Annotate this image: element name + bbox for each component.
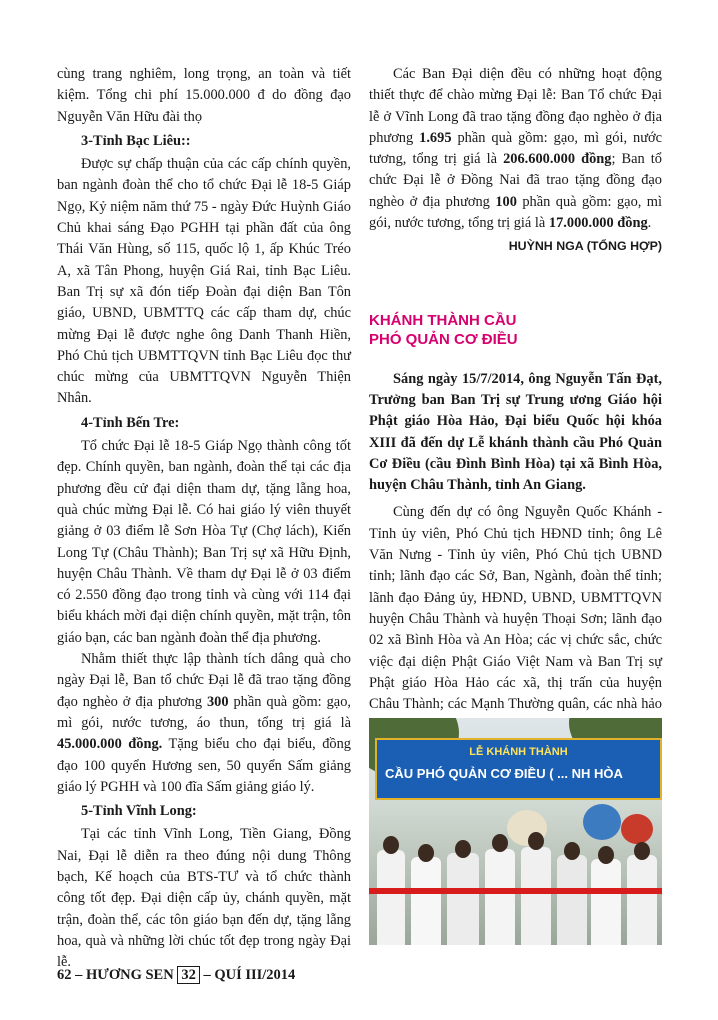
paragraph-bac-lieu: Được sự chấp thuận của các cấp chính quyền, ban ngành đoàn thể cho tổ chức Đại lễ 18-5 Giáp Ngọ, Kỷ niệm năm thứ 75 - ngày Đức Huỳnh Giáo Chủ khai sáng Đạo PGHH tại phần đất của ông Thái Văn Hùng, số 115, quốc lộ 1, ấp Khúc Tréo A, xã Tân Phong, huyện Giá Rai, tỉnh Bạc Liêu. Ban Trị sự xã đón tiếp Đoàn đại diện Ban Tôn giáo, UBND, UBMTTQ các cấp tham dự, chúc mừng Đại lễ được nghe ông Danh Thanh Hiền, Phó Chủ tịch UBMTTQVN tỉnh Bạc Liêu đọc thư chúc mừng của UBMTTQVN Nguyễn Thiện Nhân.	[57, 156, 351, 407]
person-head	[492, 834, 508, 852]
title-line-2: PHÓ QUẢN CƠ ĐIỀU	[369, 330, 518, 348]
right-column	[369, 64, 662, 758]
person-head	[634, 842, 650, 860]
left-column	[57, 64, 351, 973]
intro-paragraph: cùng trang nghiêm, long trọng, an toàn và tiết kiệm. Tổng chi phí 15.000.000 đ do đồng đạo Nguyễn Văn Hữu đài thọ	[57, 66, 351, 125]
gift-value-dong-nai: 17.000.000 đồng	[548, 215, 648, 232]
person-head	[528, 832, 544, 850]
text-span: phần quà gồm: gạo, mì gói, nước tương, tổng trị giá là	[369, 193, 662, 232]
lion-dance-head	[621, 814, 653, 844]
ceremony-banner	[375, 738, 662, 800]
footer-quarter: – QUÍ III/2014	[203, 967, 296, 983]
person-white-shirt	[485, 849, 515, 945]
person-head	[455, 840, 471, 858]
article-title	[369, 311, 662, 349]
ceremonial-ribbon	[369, 888, 662, 894]
article-lead: Sáng ngày 15/7/2014, ông Nguyễn Tấn Đạt, Trưởng ban Ban Trị sự Trung ương Giáo hội Phật giáo Hòa Hảo, Đại biểu Quốc hội khóa XIII đã đến dự Lễ khánh thành cầu Phó Quản Cơ Điều (cầu Đình Bình Hòa) tại xã Bình Hòa, huyện Châu Thành, tỉnh An Giang.	[369, 370, 662, 494]
footer-page-title: 62 – HƯƠNG SEN	[57, 967, 174, 983]
text-span: phần quà gồm: gạo, mì gói, nước tương, áo thun, tổng trị giá là	[57, 693, 351, 731]
article-body: Cùng đến dự có ông Nguyễn Quốc Khánh - Tỉnh ủy viên, Phó Chủ tịch HĐND tỉnh; ông Lê Văn Nưng - Tỉnh ủy viên, Phó Chủ tịch UBND tỉnh; lãnh đạo các Sở, Ban, Ngành, đoàn thể tỉnh; lãnh đạo Đảng ủy, HĐND, UBND, UBMTTQVN huyện Châu Thành và huyện Thoại Sơn; lãnh đạo 02 xã Bình Hòa và An Hòa; các vị chức sắc, chức việc đại diện Phật Giáo Việt Nam và Ban Trị sự Phật giáo Hòa Hảo các xã, thị trấn của huyện Châu Thành; các Mạnh Thường quân, các nhà hảo	[369, 504, 662, 713]
gift-value-vinh-long: 206.600.000 đồng	[503, 151, 612, 168]
heading-bac-lieu: 3-Tỉnh Bạc Liêu::	[81, 132, 191, 149]
person-head	[598, 846, 614, 864]
heading-ben-tre: 4-Tỉnh Bến Tre:	[81, 414, 180, 431]
paragraph-representatives	[369, 64, 662, 234]
gift-value: 45.000.000 đồng.	[57, 736, 163, 753]
text-span: .	[647, 215, 652, 232]
person-head	[418, 844, 434, 862]
title-line-1: KHÁNH THÀNH CẦU	[369, 311, 517, 329]
lion-dance-head	[583, 804, 621, 840]
gift-count: 300	[206, 693, 229, 710]
page-footer	[57, 966, 295, 984]
person-white-ao-dai	[411, 857, 441, 945]
person-white-shirt	[521, 847, 551, 945]
heading-vinh-long: 5-Tỉnh Vĩnh Long:	[81, 803, 197, 820]
text-span: phần quà gồm: gạo, mì gói, nước tương, tổng trị giá là	[369, 129, 662, 168]
paragraph-ben-tre-2	[57, 649, 351, 798]
ceremony-photo	[369, 718, 662, 945]
text-span: Nhằm thiết thực lập thành tích dâng quà cho ngày Đại lễ, Ban tổ chức Đại lễ đã trao tặng đồng đạo nghèo ở địa phương	[57, 651, 351, 710]
gift-count-dong-nai: 100	[495, 193, 517, 210]
person-white-ao-dai	[591, 859, 621, 945]
author-credit: HUỲNH NGA (TỔNG HỢP)	[508, 239, 662, 254]
person-head	[383, 836, 399, 854]
banner-title: LỄ KHÁNH THÀNH	[469, 746, 568, 758]
paragraph-ben-tre-1: Tổ chức Đại lễ 18-5 Giáp Ngọ thành công tốt đẹp. Chính quyền, ban ngành, đoàn thể tại các địa phương đều cử đại diện tham dự, tặng lẵng hoa, quà chúc mừng Đại lễ. Có hai giáo lý viên thuyết giảng ở 03 điểm lễ Sơn Hòa Tự (Chợ lách), Kiến Long Tự (Châu Thành); Ban Trị sự xã Hữu Định, huyện Châu Thành. Về tham dự Đại lễ ở 03 điểm có 2.550 đồng đạo trong tỉnh và cùng với 114 đại biểu khách mời đại diện chính quyền, mặt trận, tôn giáo bạn, các ban ngành đoàn thể địa phương.	[57, 438, 351, 646]
gift-count-vinh-long: 1.695	[419, 129, 452, 146]
banner-subtitle: CẦU PHÓ QUẢN CƠ ĐIỀU ( ... NH HÒA	[385, 766, 623, 781]
text-span: Tặng biểu cho đại biểu, đồng đạo 100 quyển Hương sen, 50 quyển Sấm giảng giáo lý PGHH và 100 đĩa Sấm giảng giáo lý.	[57, 736, 351, 795]
paragraph-vinh-long: Tại các tỉnh Vĩnh Long, Tiền Giang, Đồng Nai, Đại lễ diễn ra theo đúng nội dung Thông bạch, Kế hoạch của BTS-TƯ và tổ chức thành công tốt đẹp. Đại diện cấp ủy, chánh quyền, mặt trận, đoàn thể, các tôn giáo bạn đến dự, tặng lẵng hoa, quà và những lời chúc tốt đẹp trong ngày Đại lễ.	[57, 826, 351, 971]
text-span: ; Ban tổ chức Đại lễ ở Đồng Nai đã trao tặng đồng đạo nghèo ở địa phương	[369, 151, 662, 210]
person-white-ao-dai	[627, 855, 657, 945]
footer-issue-number: 32	[177, 966, 200, 984]
person-white-shirt	[557, 855, 587, 945]
text-span: Các Ban Đại diện đều có những hoạt động thiết thực để chào mừng Đại lễ: Ban Tổ chức Đại lễ ở Vĩnh Long đã trao tặng đồng đạo nghèo ở địa phương	[369, 66, 662, 146]
person-white-ao-dai	[377, 850, 405, 945]
person-head	[564, 842, 580, 860]
person-white-shirt	[447, 853, 479, 945]
